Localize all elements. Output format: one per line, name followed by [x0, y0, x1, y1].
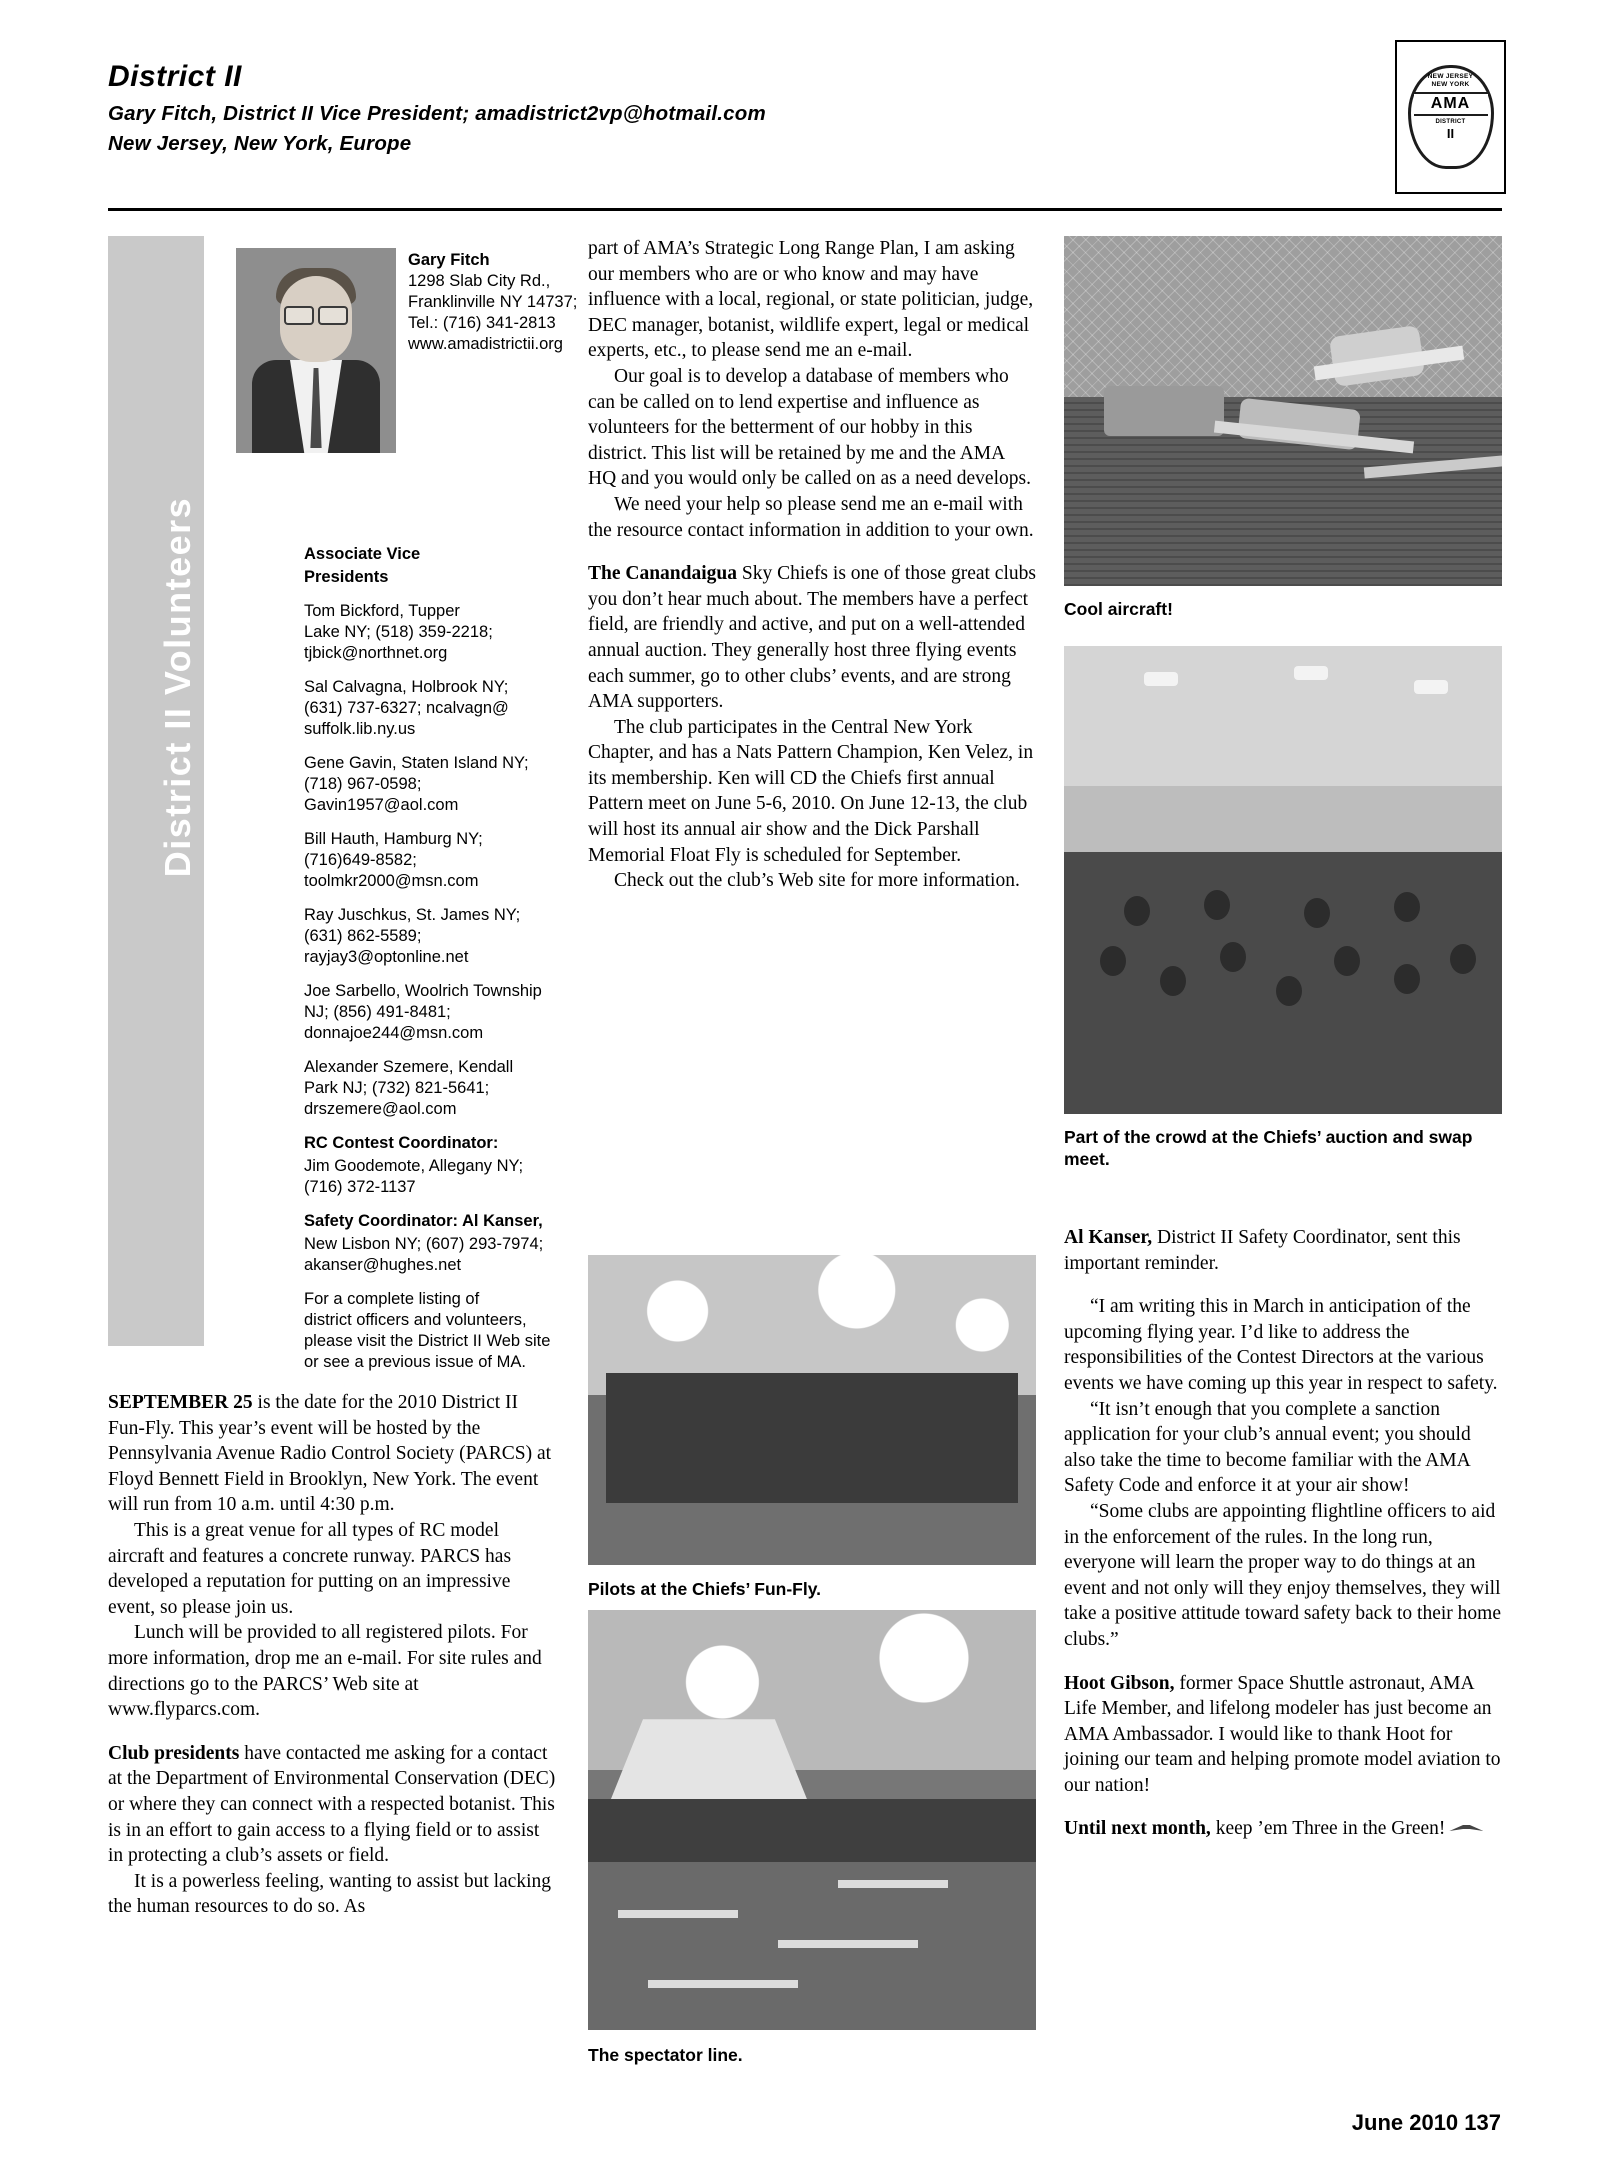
volunteer-location: Holbrook NY; [406, 678, 509, 696]
district-regions: New Jersey, New York, Europe [108, 132, 412, 155]
mid-p5: The club participates in the Central New York Chapter, and has a Nats Pattern Champion, Ken Velez, in its membership. Ken will CD the Chiefs first annual Pattern meet on June 5-6, 2010. On June 12-13, the club will host its annual air show and the Dick Parshall Memorial Float Fly is scheduled for September. [588, 716, 1034, 866]
volunteer-location: Woolrich Township [400, 982, 542, 1000]
badge-top-line2: NEW YORK [1431, 81, 1470, 88]
volunteer-location: Staten Island NY; [396, 754, 529, 772]
volunteer-email[interactable]: suffolk.lib.ny.us [304, 720, 416, 738]
volunteer-line2: (631) 862-5589; [304, 927, 422, 945]
mid-p3: We need your help so please send me an e-mail with the resource contact information in addition to your own. [588, 493, 1034, 541]
sidebar-lead-name: Gary Fitch [408, 251, 490, 269]
caption-pilots: Pilots at the Chiefs’ Fun-Fly. [588, 1579, 822, 1599]
gary-fitch-portrait [236, 248, 396, 453]
contest-coordinator-name: Jim Goodemote, [304, 1157, 426, 1175]
avp-heading [304, 544, 556, 588]
volunteer-location: St. James NY; [411, 906, 521, 924]
badge-sub: DISTRICT [1435, 119, 1466, 125]
volunteer-email[interactable]: donnajoe244@msn.com [304, 1024, 484, 1042]
volunteer-name: Sal Calvagna, [304, 678, 407, 696]
badge-number: II [1446, 126, 1455, 141]
avp-heading-line2: Presidents [304, 568, 389, 586]
volunteer-location: Kendall [453, 1058, 514, 1076]
volunteer-email[interactable]: toolmkr2000@msn.com [304, 872, 479, 890]
right-p6: keep ’em Three in the Green! [1210, 1818, 1446, 1840]
photo-pilots-group [588, 1255, 1036, 1565]
left-p5: It is a powerless feeling, wanting to assist but lacking the human resources to do so. As [108, 1870, 552, 1918]
middle-column-text [588, 236, 1036, 894]
page-header [108, 60, 1498, 156]
contest-coordinator-heading: RC Contest Coordinator: [304, 1134, 499, 1152]
sidebar-footnote-line3: please visit the District II Web site [304, 1332, 551, 1350]
safety-coordinator-heading: Safety Coordinator: Al Kanser, [304, 1212, 543, 1230]
volunteer-name: Bill Hauth, [304, 830, 380, 848]
district-title: District II [108, 60, 242, 93]
sidebar-footnote-line4: or see a previous issue of MA. [304, 1353, 526, 1371]
left-p2: This is a great venue for all types of RC model aircraft and features a concrete runway. PARCS has developed a reputation for putting on an impressive event, so please join us. [108, 1519, 512, 1618]
volunteer-email[interactable]: tjbick@northnet.org [304, 644, 448, 662]
volunteer-item [304, 905, 556, 968]
sidebar-footnote [304, 1289, 556, 1373]
right-p3: “It isn’t enough that you complete a sanction application for your club’s annual event; you should also take the time to become familiar with the AMA Safety Code and enforce it at your air show! [1064, 1398, 1471, 1497]
volunteer-line2: (716)649-8582; [304, 851, 417, 869]
wings-icon [1449, 1825, 1483, 1835]
volunteer-line2: (718) 967-0598; [304, 775, 422, 793]
mid-p4: Sky Chiefs is one of those great clubs you don’t hear much about. The members have a perfect field, are friendly and active, and put on a well-attended annual auction. They generally host three flying events each summer, go to other clubs’ events, and are strong AMA supporters. [588, 563, 1036, 713]
left-p3: Lunch will be provided to all registered pilots. For more information, drop me an e-mail. For site rules and directions go to the PARCS’ Web site at www.flyparcs.com. [108, 1622, 542, 1721]
volunteer-item [304, 753, 556, 816]
left-column-text [108, 1390, 558, 1920]
volunteer-item [304, 829, 556, 892]
safety-coordinator-email[interactable]: akanser@hughes.net [304, 1256, 462, 1274]
mid-p4-lead: The Canandaigua [588, 563, 738, 585]
volunteer-name: Tom Bickford, [304, 602, 404, 620]
volunteer-email[interactable]: Gavin1957@aol.com [304, 796, 459, 814]
volunteer-item [304, 981, 556, 1044]
volunteer-name: Joe Sarbello, [304, 982, 401, 1000]
volunteer-line2: NJ; (856) 491-8481; [304, 1003, 451, 1021]
ama-seal-icon [1408, 65, 1494, 169]
left-p1: is the date for the 2010 District II Fun-Fly. This year’s event will be hosted by the Pennsylvania Avenue Radio Control Society (PARCS) at Floyd Bennett Field in Brooklyn, New York. The event will run from 10 a.m. until 4:30 p.m. [108, 1392, 552, 1516]
right-column-text [1064, 1225, 1502, 1842]
photo-auction-crowd [1064, 646, 1502, 1114]
right-p5-lead: Hoot Gibson, [1064, 1672, 1175, 1694]
right-p5: former Space Shuttle astronaut, AMA Life Member, and lifelong modeler has just become an AMA Ambassador. I would like to thank Hoot for joining our team and helping promote model aviation to our nation! [1064, 1672, 1501, 1796]
left-p1-lead: SEPTEMBER 25 [108, 1392, 253, 1413]
right-p2: “I am writing this in March in anticipation of the upcoming flying year. I’d like to address the responsibilities of the Contest Directors at the various events we have coming up this year in respect to safety. [1064, 1296, 1498, 1394]
sidebar-lead-web[interactable]: www.amadistrictii.org [408, 335, 563, 353]
ama-district-badge [1395, 40, 1506, 194]
sidebar-lead-tel: Tel.: (716) 341-2813 [408, 314, 556, 332]
contest-coordinator-phone: (716) 372-1137 [304, 1178, 416, 1196]
volunteer-item [304, 677, 556, 740]
mid-p6: Check out the club’s Web site for more information. [614, 870, 1020, 892]
right-p1: District II Safety Coordinator, sent this important reminder. [1064, 1227, 1461, 1274]
badge-top-line1: NEW JERSEY [1427, 73, 1474, 80]
volunteer-item [304, 1057, 556, 1120]
sidebar-lead-address: 1298 Slab City Rd., [408, 272, 551, 290]
contest-coordinator-location: Allegany NY; [425, 1157, 524, 1175]
caption-spectator-line: The spectator line. [588, 2045, 743, 2065]
volunteer-item [304, 601, 556, 664]
photo-cool-aircraft [1064, 236, 1502, 586]
avp-heading-line1: Associate Vice [304, 545, 421, 563]
left-p4-lead: Club presidents [108, 1742, 240, 1764]
mid-p1: part of AMA’s Strategic Long Range Plan, I am asking our members who are or who know and may have influence with a local, regional, or state politician, judge, DEC manager, botanist, wildlife expert, legal or medical experts, etc., to please send me an e-mail. [588, 238, 1034, 362]
right-p1-lead: Al Kanser, [1064, 1227, 1153, 1248]
volunteer-email[interactable]: rayjay3@optonline.net [304, 948, 469, 966]
caption-cool-aircraft: Cool aircraft! [1064, 599, 1173, 619]
page-footer: June 2010 137 [1351, 2110, 1501, 2135]
sidebar-lead-city: Franklinville NY 14737; [408, 293, 578, 311]
sidebar-vertical-title: District II Volunteers [157, 496, 198, 878]
badge-org: AMA [1414, 92, 1488, 116]
volunteer-line2: Lake NY; (518) 359-2218; [304, 623, 493, 641]
caption-auction-crowd: Part of the crowd at the Chiefs’ auction and swap meet. [1064, 1127, 1473, 1169]
left-p4: have contacted me asking for a contact at the Department of Environmental Conservation (DEC) or where they can connect with a respected botanist. This is in an effort to gain access to a flying field or to assist in protecting a club’s assets or field. [108, 1742, 556, 1867]
volunteer-email[interactable]: drszemere@aol.com [304, 1100, 457, 1118]
safety-coordinator-line2: New Lisbon NY; (607) 293-7974; [304, 1235, 544, 1253]
volunteers-sidebar [108, 236, 578, 1371]
photo-spectator-line [588, 1610, 1036, 2030]
volunteer-name: Ray Juschkus, [304, 906, 412, 924]
volunteer-name: Alexander Szemere, [304, 1058, 454, 1076]
volunteer-name: Gene Gavin, [304, 754, 397, 772]
header-divider [108, 208, 1502, 211]
volunteer-line2: (631) 737-6327; ncalvagn@ [304, 699, 509, 717]
sidebar-footnote-line2: district officers and volunteers, [304, 1311, 527, 1329]
volunteer-location: Hamburg NY; [379, 830, 483, 848]
volunteer-location: Tupper [403, 602, 460, 620]
contest-coordinator [304, 1133, 556, 1198]
sidebar-footnote-line1: For a complete listing of [304, 1290, 480, 1308]
volunteer-line2: Park NJ; (732) 821-5641; [304, 1079, 490, 1097]
sidebar-volunteer-list [304, 544, 556, 1386]
right-p6-lead: Until next month, [1064, 1818, 1211, 1840]
right-p4: “Some clubs are appointing flightline officers to aid in the enforcement of the rules. In the long run, everyone will learn the proper way to do things at an event and not only will they enjoy themselves, they will take a positive attitude toward safety back to their home clubs.” [1064, 1500, 1501, 1650]
district-vp-line: Gary Fitch, District II Vice President; amadistrict2vp@hotmail.com [108, 102, 766, 125]
mid-p2: Our goal is to develop a database of members who can be called on to lend expertise and influence as volunteers for the betterment of our hobby in this district. This list will be retained by me and the AMA HQ and you would only be called on as a need develops. [588, 365, 1031, 490]
safety-coordinator [304, 1211, 556, 1276]
